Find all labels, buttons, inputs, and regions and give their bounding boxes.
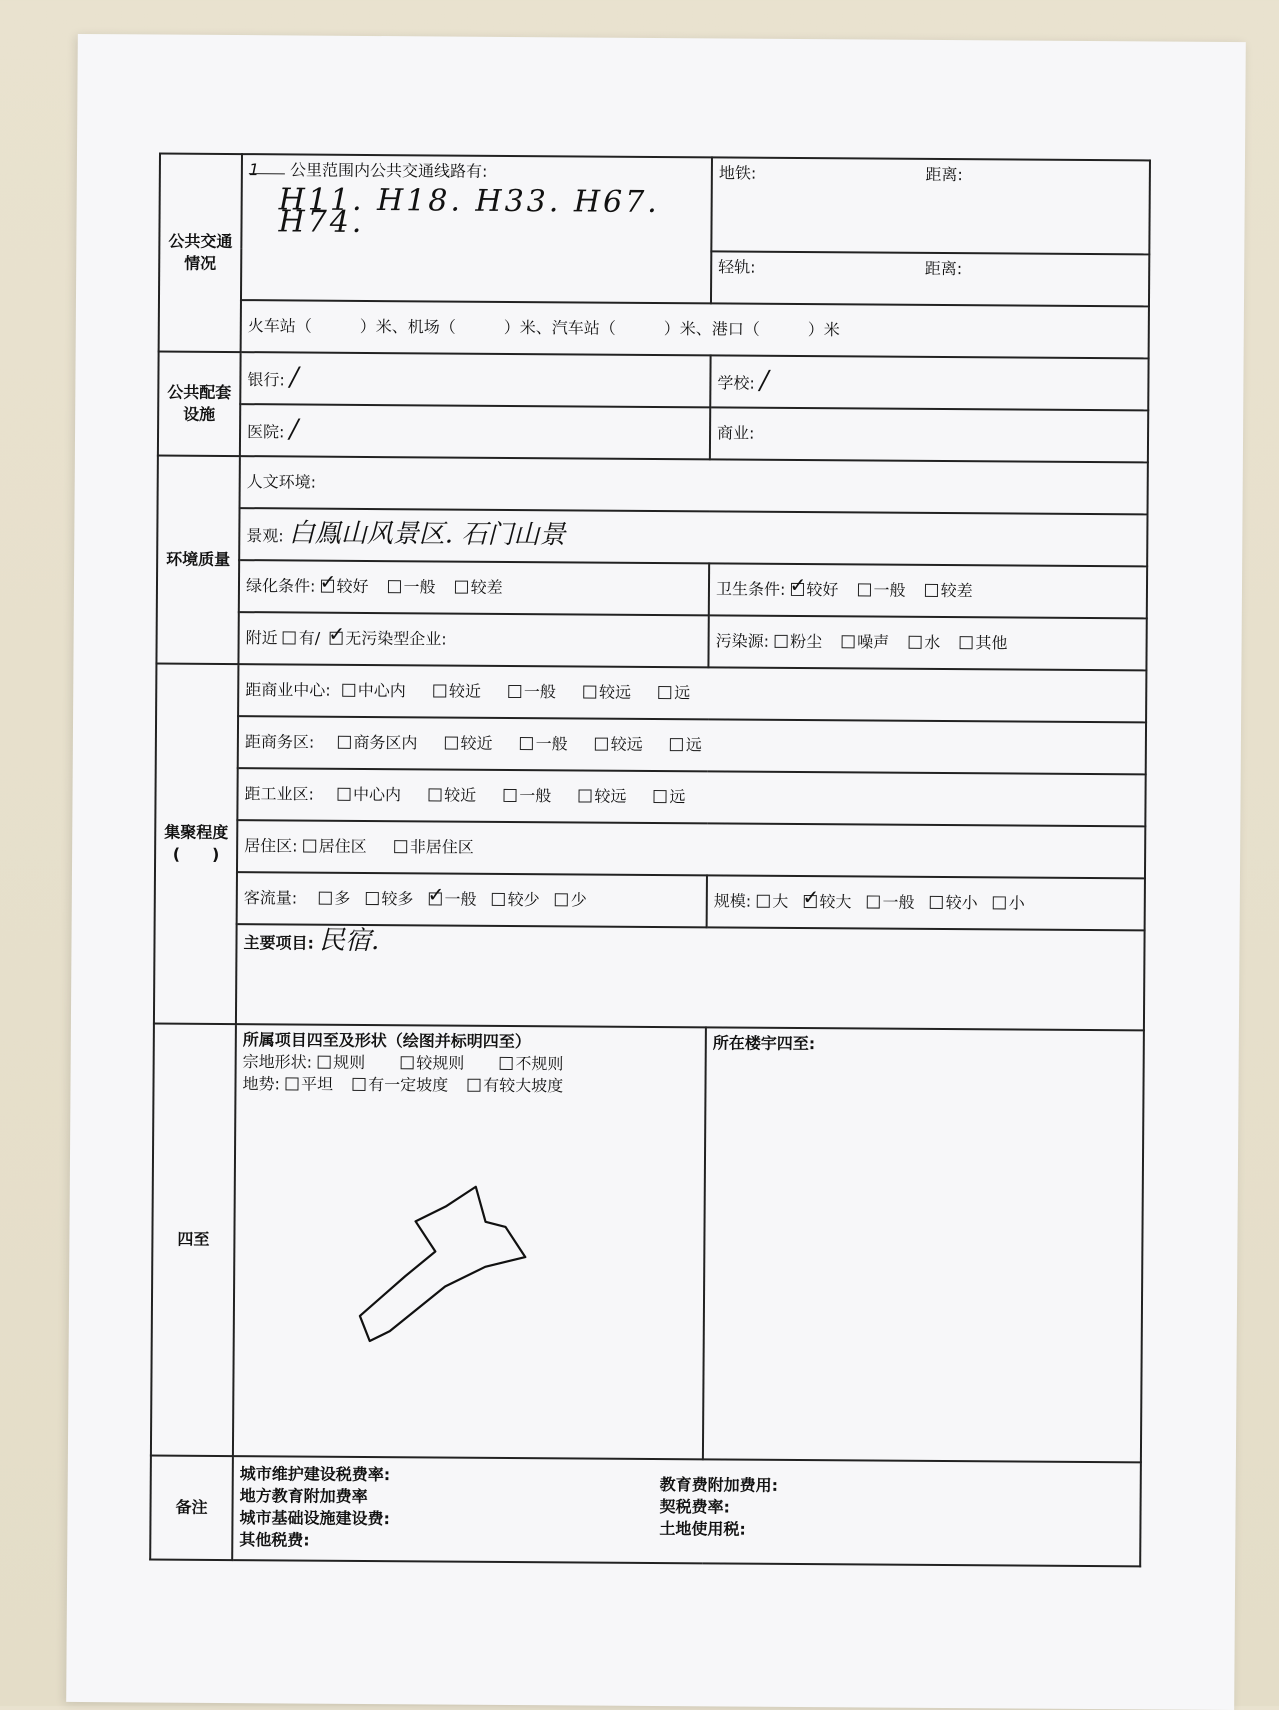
ind-option-near[interactable]: 较近 bbox=[428, 785, 476, 804]
light-rail-label: 轻轨: bbox=[718, 257, 756, 277]
bd-option-average[interactable]: 一般 bbox=[520, 734, 568, 753]
checkbox-checked-icon[interactable] bbox=[427, 882, 445, 907]
traffic-option-many[interactable]: 多 bbox=[318, 889, 350, 908]
commercial-center-cell bbox=[238, 664, 1146, 722]
scale-option-small[interactable]: 小 bbox=[993, 893, 1025, 912]
checkbox-icon[interactable] bbox=[858, 583, 871, 596]
remarks-columns bbox=[239, 1463, 1134, 1557]
route-handwriting: H11. H18. H33. H67. H74. bbox=[278, 182, 660, 240]
remark-urban-maintenance: 城市维护建设税费率: bbox=[239, 1464, 391, 1485]
greening-option-poor[interactable]: 较差 bbox=[455, 578, 503, 597]
shape-option-fairly-regular[interactable]: 较规则 bbox=[400, 1053, 464, 1072]
business-district-label: 距商务区: bbox=[244, 732, 315, 752]
pollution-cell bbox=[708, 615, 1146, 670]
bd-option-far[interactable]: 较远 bbox=[595, 735, 643, 754]
shape-row bbox=[243, 1051, 699, 1076]
ind-option-very-far[interactable]: 远 bbox=[653, 787, 685, 806]
traffic-option-more[interactable]: 较多 bbox=[365, 889, 413, 908]
scale-cell bbox=[707, 875, 1145, 930]
pollution-option-noise[interactable]: 噪声 bbox=[841, 632, 889, 651]
nearby-option-yes[interactable]: 有/ bbox=[283, 628, 321, 647]
stations-cell bbox=[241, 300, 1149, 358]
checkbox-icon[interactable] bbox=[583, 685, 596, 698]
checkbox-icon[interactable] bbox=[433, 684, 446, 697]
checkbox-icon[interactable] bbox=[394, 840, 407, 853]
sanitation-option-average[interactable]: 一般 bbox=[858, 580, 906, 599]
agglomeration-title: 集聚程度 bbox=[164, 822, 229, 843]
culture-label: 人文环境: bbox=[246, 472, 317, 492]
hospital-mark: / bbox=[289, 413, 299, 444]
commerce-label: 商业: bbox=[717, 423, 755, 443]
remark-education-surcharge: 教育费附加费用: bbox=[659, 1475, 779, 1495]
building-boundary-label: 所在楼宇四至: bbox=[712, 1033, 816, 1054]
ind-option-average[interactable]: 一般 bbox=[503, 786, 551, 805]
agglomeration-paren: ( ) bbox=[172, 844, 220, 864]
light-rail-distance-label: 距离: bbox=[924, 258, 963, 279]
hospital-cell bbox=[240, 404, 710, 459]
commercial-center-label: 距商业中心: bbox=[245, 680, 331, 700]
traffic-option-less[interactable]: 较少 bbox=[492, 890, 540, 909]
checkbox-icon[interactable] bbox=[337, 788, 350, 801]
checkbox-icon[interactable] bbox=[492, 893, 505, 906]
scale-label: 规模: bbox=[713, 891, 752, 911]
remark-land-use-tax: 土地使用税: bbox=[659, 1519, 746, 1539]
checkbox-icon[interactable] bbox=[455, 581, 468, 594]
sanitation-option-poor[interactable]: 较差 bbox=[925, 581, 973, 600]
main-project-cell bbox=[236, 924, 1145, 1030]
check-mark-icon: ✓ bbox=[427, 882, 445, 907]
pollution-option-other[interactable]: 其他 bbox=[959, 633, 1007, 652]
traffic-option-average[interactable]: ✓ 一般 bbox=[427, 882, 477, 909]
checkbox-icon[interactable] bbox=[520, 737, 533, 750]
checkbox-icon[interactable] bbox=[499, 1057, 512, 1070]
terrain-option-some-slope[interactable]: 有一定坡度 bbox=[352, 1075, 448, 1095]
checkbox-icon[interactable] bbox=[318, 892, 331, 905]
ind-option-inside[interactable]: 中心内 bbox=[337, 785, 401, 804]
hospital-label: 医院: bbox=[247, 421, 285, 441]
transport-routes-cell bbox=[241, 154, 712, 303]
sanitation-cell bbox=[709, 563, 1147, 618]
checkbox-icon[interactable] bbox=[303, 840, 316, 853]
cc-option-far[interactable]: 较远 bbox=[583, 682, 631, 701]
cc-option-very-far[interactable]: 远 bbox=[658, 683, 690, 702]
checkbox-icon[interactable] bbox=[658, 686, 671, 699]
checkbox-icon[interactable] bbox=[930, 896, 943, 909]
terrain-row bbox=[242, 1073, 698, 1098]
checkbox-icon[interactable] bbox=[959, 636, 972, 649]
survey-form bbox=[149, 153, 1149, 1568]
remark-other-fees: 其他税费: bbox=[239, 1530, 310, 1550]
nearby-option-none[interactable]: ✓ 无污染型企业: bbox=[328, 621, 447, 649]
checkbox-checked-icon[interactable] bbox=[328, 621, 346, 646]
scale-option-average[interactable]: 一般 bbox=[866, 892, 914, 911]
shape-option-irregular[interactable]: 不规则 bbox=[499, 1054, 563, 1073]
checkbox-icon[interactable] bbox=[670, 738, 683, 751]
checkbox-icon[interactable] bbox=[993, 896, 1006, 909]
checkbox-checked-icon[interactable] bbox=[789, 572, 807, 598]
checkbox-icon[interactable] bbox=[908, 636, 921, 649]
sanitation-option-good[interactable]: ✓ 较好 bbox=[789, 572, 839, 600]
res-option-residential[interactable]: 居住区 bbox=[303, 837, 367, 856]
stations-line: 火车站（ ）米、机场（ ）米、汽车站（ ）米、港口（ ）米 bbox=[247, 316, 840, 340]
environment-category: 环境质量 bbox=[156, 456, 239, 665]
parcel-sketch bbox=[344, 1176, 545, 1377]
metro-label: 地铁: bbox=[718, 163, 757, 183]
remark-deed-tax: 契税费率: bbox=[659, 1497, 731, 1517]
bd-option-very-far[interactable]: 远 bbox=[670, 735, 702, 754]
landscape-handwriting: 白鳯山风景区. 石门山景 bbox=[288, 517, 566, 550]
remarks-cell bbox=[232, 1456, 1141, 1566]
cc-option-near[interactable]: 较近 bbox=[433, 681, 481, 700]
greening-option-good[interactable]: ✓ 较好 bbox=[319, 569, 369, 596]
terrain-option-steep-slope[interactable]: 有较大坡度 bbox=[467, 1076, 563, 1096]
remarks-left bbox=[239, 1463, 660, 1554]
checkbox-icon[interactable] bbox=[444, 737, 457, 750]
ind-option-far[interactable]: 较远 bbox=[578, 786, 626, 805]
form-table bbox=[149, 153, 1151, 1568]
checkbox-icon[interactable] bbox=[508, 685, 521, 698]
checkbox-icon[interactable] bbox=[400, 1056, 413, 1069]
checkbox-icon[interactable] bbox=[428, 788, 441, 801]
bd-option-inside[interactable]: 商务区内 bbox=[337, 733, 417, 753]
school-mark: / bbox=[759, 365, 769, 396]
checkbox-checked-icon[interactable] bbox=[319, 569, 337, 594]
pollution-option-water[interactable]: 水 bbox=[908, 633, 940, 652]
traffic-cell bbox=[237, 872, 707, 927]
res-option-non-residential[interactable]: 非居住区 bbox=[394, 837, 474, 857]
checkbox-icon[interactable] bbox=[555, 893, 568, 906]
culture-cell bbox=[240, 456, 1148, 514]
greening-option-average[interactable]: 一般 bbox=[388, 577, 436, 596]
checkbox-icon[interactable] bbox=[756, 895, 769, 908]
project-boundary-title: 所属项目四至及形状（绘图并标明四至） bbox=[242, 1030, 531, 1052]
checkbox-icon[interactable] bbox=[578, 789, 591, 802]
checkbox-icon[interactable] bbox=[925, 584, 938, 597]
industrial-cell bbox=[237, 768, 1145, 826]
checkbox-icon[interactable] bbox=[365, 892, 378, 905]
remarks-category: 备注 bbox=[150, 1455, 233, 1560]
parcel-outline bbox=[360, 1186, 526, 1342]
checkbox-icon[interactable] bbox=[317, 1056, 330, 1069]
bank-mark: / bbox=[289, 361, 299, 392]
checkbox-icon[interactable] bbox=[342, 684, 355, 697]
checkbox-icon[interactable] bbox=[503, 789, 516, 802]
transport-category: 公共交通情况 bbox=[159, 154, 242, 353]
nearby-cell bbox=[238, 612, 708, 667]
scale-option-large[interactable]: 大 bbox=[756, 892, 788, 911]
greening-label: 绿化条件: bbox=[245, 576, 316, 596]
agglomeration-category bbox=[154, 664, 239, 1025]
school-cell bbox=[710, 355, 1148, 410]
bank-cell bbox=[240, 352, 710, 407]
radius-blank bbox=[248, 159, 285, 180]
metro-cell bbox=[711, 157, 1150, 254]
bank-label: 银行: bbox=[247, 369, 285, 389]
sanitation-label: 卫生条件: bbox=[715, 579, 786, 599]
radius-value: 1 bbox=[248, 160, 260, 180]
remark-infrastructure: 城市基础设施建设费: bbox=[239, 1508, 390, 1529]
pollution-option-dust[interactable]: 粉尘 bbox=[774, 632, 822, 651]
checkbox-icon[interactable] bbox=[467, 1079, 480, 1092]
checkbox-icon[interactable] bbox=[841, 635, 854, 648]
route-label: 公里范围内公共交通线路有: bbox=[289, 160, 488, 181]
remark-local-education: 地方教育附加费率 bbox=[239, 1486, 368, 1507]
checkbox-icon[interactable] bbox=[285, 1077, 298, 1090]
metro-distance-label: 距离: bbox=[925, 164, 963, 185]
commerce-cell bbox=[710, 407, 1148, 462]
checkbox-icon[interactable] bbox=[866, 895, 879, 908]
check-mark-icon: ✓ bbox=[328, 621, 346, 646]
checkbox-icon[interactable] bbox=[388, 580, 401, 593]
boundaries-category: 四至 bbox=[151, 1023, 236, 1456]
industrial-label: 距工业区: bbox=[244, 784, 315, 804]
traffic-option-few[interactable]: 少 bbox=[555, 890, 587, 909]
nearby-label: 附近 bbox=[245, 628, 278, 648]
project-boundary-cell bbox=[233, 1024, 706, 1459]
checkbox-icon[interactable] bbox=[352, 1078, 365, 1091]
remarks-right bbox=[659, 1466, 778, 1555]
light-rail-cell bbox=[711, 251, 1149, 306]
shape-label: 宗地形状: bbox=[242, 1052, 313, 1072]
paper-sheet bbox=[66, 34, 1246, 1710]
main-project-handwriting: 民宿. bbox=[318, 925, 380, 957]
shape-option-regular[interactable]: 规则 bbox=[317, 1053, 365, 1072]
bd-option-near[interactable]: 较近 bbox=[444, 734, 492, 753]
checkbox-icon[interactable] bbox=[653, 790, 666, 803]
check-mark-icon: ✓ bbox=[802, 885, 820, 910]
building-boundary-cell bbox=[703, 1027, 1144, 1462]
greening-cell bbox=[239, 560, 709, 615]
checkbox-checked-icon[interactable] bbox=[802, 885, 820, 910]
scale-option-larger[interactable]: ✓ 较大 bbox=[802, 885, 852, 912]
main-project-label: 主要项目: bbox=[243, 933, 314, 953]
checkbox-icon[interactable] bbox=[337, 736, 350, 749]
checkbox-icon[interactable] bbox=[283, 631, 296, 644]
residential-label: 居住区: bbox=[244, 836, 298, 856]
pollution-label: 污染源: bbox=[715, 631, 770, 651]
school-label: 学校: bbox=[717, 372, 755, 393]
landscape-cell bbox=[239, 508, 1147, 566]
residential-cell bbox=[237, 820, 1145, 878]
terrain-option-flat[interactable]: 平坦 bbox=[285, 1074, 333, 1093]
cc-option-average[interactable]: 一般 bbox=[508, 682, 556, 701]
check-mark-icon: ✓ bbox=[319, 569, 337, 594]
facilities-category: 公共配套设施 bbox=[158, 352, 241, 457]
scale-option-smaller[interactable]: 较小 bbox=[930, 893, 978, 912]
checkbox-icon[interactable] bbox=[774, 635, 787, 648]
landscape-label: 景观: bbox=[246, 525, 284, 545]
terrain-label: 地势: bbox=[242, 1074, 280, 1094]
cc-option-inside[interactable]: 中心内 bbox=[342, 681, 406, 700]
business-district-cell bbox=[238, 716, 1146, 774]
traffic-label: 客流量: bbox=[243, 888, 298, 908]
check-mark-icon: ✓ bbox=[789, 572, 807, 598]
checkbox-icon[interactable] bbox=[595, 738, 608, 751]
